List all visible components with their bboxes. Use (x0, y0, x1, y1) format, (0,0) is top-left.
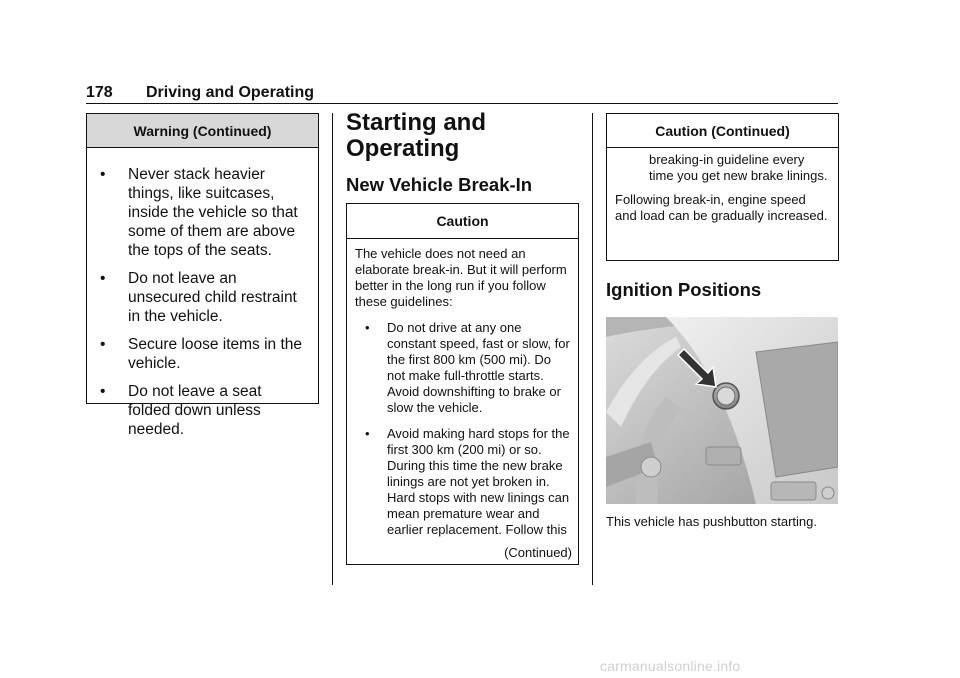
warning-item (100, 269, 308, 326)
warning-item (100, 335, 308, 373)
warning-item (100, 382, 308, 439)
caution-intro: The vehicle does not need an elaborate break-in. But it will perform better in the long run if you follow these guidelines: (355, 246, 567, 309)
caution-paragraph: Following break-in, engine speed and load can be gradually increased. (615, 192, 828, 223)
caution-box (346, 203, 579, 565)
caution-item-text: Avoid making hard stops for the first 300 km (200 mi) or so. During this time the new brake linings are not yet broken in. Hard stops with new linings can mean premature wear and earlier replacement. Follow this (387, 426, 570, 537)
warning-item-text: Never stack heavier things, like suitcases, inside the vehicle so that some of them are above the tops of the seats. (128, 166, 298, 259)
caution-item (365, 426, 570, 538)
bullet: • (365, 320, 370, 335)
page-header (86, 84, 838, 104)
caution-box-title: Caution (347, 204, 578, 239)
warning-item-text: Do not leave a seat folded down unless needed. (128, 383, 262, 438)
bullet: • (100, 166, 106, 183)
header-rule (86, 103, 838, 104)
caution-continuation-text: breaking-in guideline every time you get new brake linings. (649, 152, 828, 183)
warning-item-text: Secure loose items in the vehicle. (128, 336, 303, 372)
caution-item-text: Do not drive at any one constant speed, fast or slow, for the first 800 km (500 mi). Do not make full-throttle starts. Avoid downshifting to brake or slow the vehicle. (387, 320, 570, 415)
bullet: • (365, 426, 370, 441)
watermark: carmanualsonline.info (600, 658, 741, 674)
ignition-caption: This vehicle has pushbutton starting. (606, 514, 818, 529)
continued-label: (Continued) (504, 545, 572, 560)
bullet: • (100, 270, 106, 287)
break-in-heading: New Vehicle Break-In (346, 174, 533, 195)
bullet: • (100, 336, 106, 353)
caution-item (365, 320, 570, 416)
main-heading: Starting and Operating (346, 109, 487, 162)
caution-continued-box (606, 113, 839, 261)
ignition-button-illustration (606, 317, 838, 504)
ignition-heading: Ignition Positions (606, 279, 762, 300)
caution-list (347, 310, 578, 538)
section-title: Driving and Operating (146, 84, 315, 101)
warning-item-text: Do not leave an unsecured child restraint in the vehicle. (128, 270, 297, 325)
warning-list (87, 148, 318, 439)
warning-continued-box (86, 113, 319, 438)
column-divider-left (332, 113, 333, 585)
warning-item (100, 165, 308, 260)
column-divider-right (592, 113, 593, 585)
page-number: 178 (86, 84, 113, 101)
bullet: • (100, 383, 106, 400)
caution-continued-title: Caution (Continued) (607, 114, 838, 148)
warning-box-title: Warning (Continued) (87, 114, 318, 148)
